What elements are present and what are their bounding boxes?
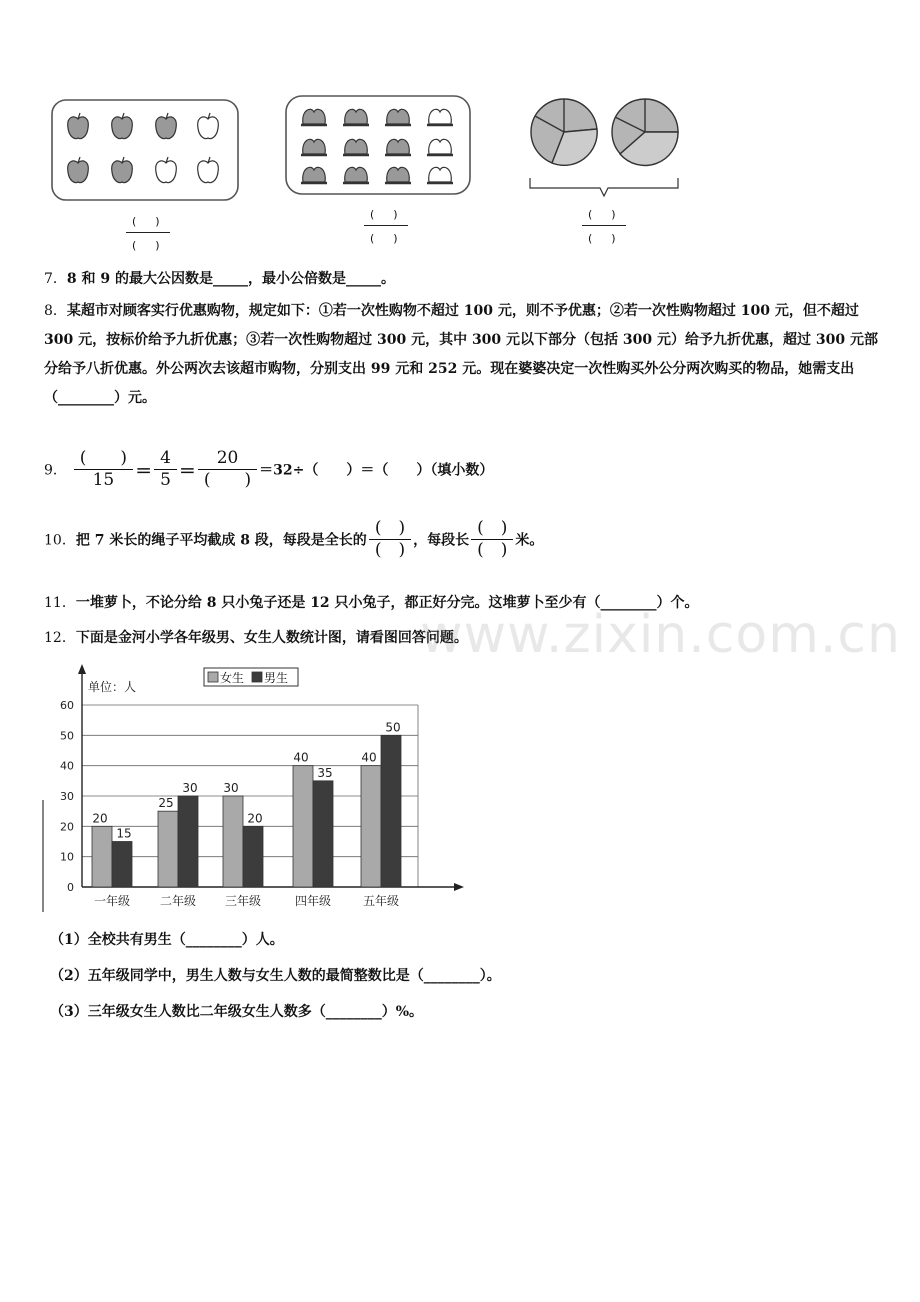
question-8 [44, 297, 880, 413]
bar-boys [112, 842, 132, 888]
x-tick-label: 五年级 [362, 894, 400, 908]
data-label: 30 [223, 781, 239, 795]
data-label: 35 [317, 765, 333, 780]
y-tick-label: 0 [67, 881, 74, 894]
circle-figures [530, 99, 678, 196]
question-number: 11． [44, 595, 76, 611]
question-number: 10． [44, 532, 76, 549]
y-tick-label: 50 [60, 729, 74, 743]
question-text: 某超市对顾客实行优惠购物，规定如下：①若一次性购物不超过 100 元，则不予优惠；②若一次性购物超过 100 元，但不超过 300 元，按标价给予九折优惠；③若一次性购物超过 300 元，其中 300 元以下部分（包括 300 元）给予九折优惠，超过 300 元部分给予八折优惠。外公两次去该超市购物，分别支出 99 元和 252 元。现在婆婆决定一次性购买外公分两次购买的物品，她需支出（________）元。 [44, 303, 878, 406]
question-text: 下面是金河小学各年级男、女生人数统计图，请看图回答问题。 [75, 630, 468, 646]
legend-label-boys: 男生 [264, 671, 289, 685]
peaches-fraction [364, 206, 408, 246]
apples-fraction [126, 213, 170, 253]
fraction-blank [471, 520, 513, 559]
bar-girls [158, 811, 178, 887]
x-tick-label: 二年级 [159, 894, 197, 908]
fraction-numerator: 20 [198, 450, 257, 470]
bar-boys [243, 826, 263, 887]
sub-question-3: （3）三年级女生人数比二年级女生人数多（________）%。 [50, 1004, 424, 1020]
unit-label: 单位：人 [88, 680, 137, 694]
fraction-denominator: ( ) [477, 540, 508, 560]
question-number: 12． [44, 630, 76, 646]
y-tick-label: 40 [60, 759, 74, 773]
bar-boys [178, 796, 198, 887]
peach-icons [301, 109, 453, 183]
question-text: ，每段长 [413, 532, 470, 549]
question-7 [44, 268, 395, 288]
question-number: 8． [44, 303, 67, 319]
bar-girls [361, 766, 381, 887]
fraction-denominator: 5 [160, 470, 171, 490]
fraction-denominator: ( ) [374, 540, 406, 560]
bar-chart [40, 660, 470, 915]
question-9 [44, 450, 493, 489]
top-figures [0, 80, 920, 210]
data-label: 40 [361, 750, 377, 765]
equals-sign: ＝ [178, 462, 196, 482]
bar-boys [313, 781, 333, 887]
bar-boys [381, 735, 401, 887]
y-tick-label: 20 [60, 820, 74, 834]
fraction-numerator: ( ) [471, 520, 513, 540]
question-number: 9． [44, 462, 67, 479]
fraction-blank [369, 520, 411, 559]
data-label: 15 [116, 826, 132, 841]
bar-girls [293, 766, 313, 887]
legend-swatch-girls [208, 672, 218, 682]
data-label: 30 [182, 781, 198, 795]
question-text: 米。 [515, 532, 544, 549]
question-text: 把 7 米长的绳子平均截成 8 段，每段是全长的 [75, 532, 367, 549]
y-tick-label: 60 [60, 699, 74, 712]
y-tick-label: 10 [60, 850, 74, 864]
fraction-numerator: ( ) [126, 213, 170, 233]
question-text: 8 和 9 的最大公因数是_____，最小公倍数是_____。 [66, 271, 396, 287]
data-label: 20 [247, 811, 263, 826]
question-text: 一堆萝卜，不论分给 8 只小兔子还是 12 只小兔子，都正好分完。这堆萝卜至少有（________）个。 [75, 595, 699, 611]
apple-icons [68, 113, 219, 183]
question-10 [44, 520, 543, 559]
fraction-blank-over-15 [74, 450, 133, 489]
fraction-denominator: ( ) [203, 470, 252, 490]
fraction-denominator: ( ) [588, 232, 620, 245]
legend-label-girls: 女生 [220, 671, 245, 685]
y-axis-arrow [78, 664, 86, 674]
fraction-denominator: ( ) [370, 232, 402, 245]
fraction-numerator: ( ) [582, 206, 626, 226]
fraction-20-over-blank [198, 450, 257, 489]
sub-question-1: （1）全校共有男生（________）人。 [50, 932, 284, 948]
y-tick-label: 30 [60, 790, 74, 803]
question-text: ＝32÷（ ）＝（ ）（填小数） [259, 462, 494, 479]
watermark: www.zixin.com.cn [420, 605, 901, 665]
equals-sign: ＝ [135, 462, 153, 482]
circles-fraction [582, 206, 626, 246]
question-12 [44, 627, 468, 647]
fraction-denominator: 15 [92, 470, 115, 490]
sub-question-2: （2）五年级同学中，男生人数与女生人数的最简整数比是（________）。 [50, 968, 501, 984]
fraction-numerator: ( ) [74, 450, 133, 470]
fraction-4-5 [154, 450, 177, 489]
bar-girls [223, 796, 243, 887]
data-label: 25 [158, 796, 174, 811]
x-tick-label: 四年级 [294, 894, 332, 908]
legend-swatch-boys [252, 672, 262, 682]
x-tick-label: 三年级 [224, 894, 262, 908]
bar-girls [92, 826, 112, 887]
fraction-denominator: ( ) [132, 239, 164, 252]
data-label: 40 [293, 750, 309, 765]
data-label: 50 [385, 720, 401, 735]
fraction-numerator: ( ) [364, 206, 408, 226]
fraction-numerator: ( ) [369, 520, 411, 540]
data-label: 20 [92, 811, 108, 826]
fraction-numerator: 4 [154, 450, 177, 470]
x-axis-arrow [454, 883, 464, 891]
question-number: 7． [44, 271, 67, 287]
x-tick-label: 一年级 [93, 894, 131, 908]
